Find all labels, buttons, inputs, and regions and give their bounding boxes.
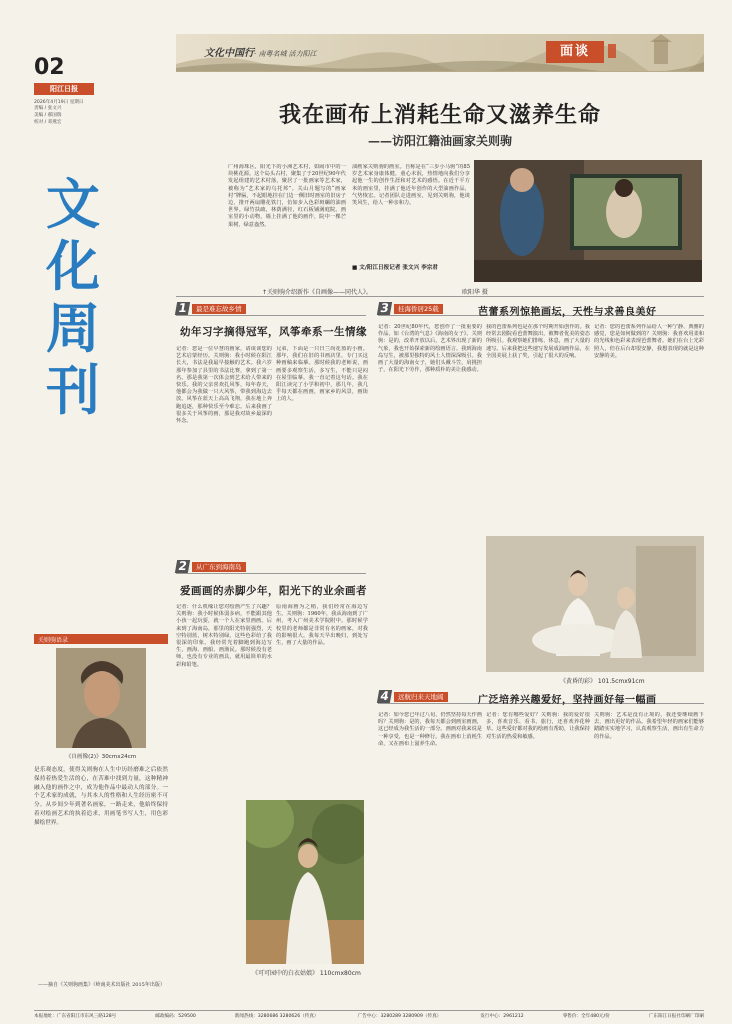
section-2-col-2: 原南海画为之稍，我们经常在海边写生。关则驹：1960年，我从海南到了广州，考入广州美术学院附中。那时候学校里的老师都是非常有名的画家，对我的影响很大。我每天早出晚归，到处写生，画了大量的作品。 [276,604,368,647]
photo-caption: ↑关则驹介绍新作《自画像——同代人》。 [262,289,373,296]
column-badge [546,41,604,63]
sidebar-caption: 《自画像(2)》30cmx24cm [65,754,137,760]
photo-credit: 欧阳华 摄 [462,289,488,296]
section-2-tag: 从广东到海南岛 [192,562,246,572]
figure-1-caption: 《可可园中的白衣姑娘》 110cmx80cm [252,970,361,977]
painting-ballet-dancers [486,536,704,672]
section-4-tag: 远航归来天地阔 [394,692,448,702]
painting-figure-1 [246,800,364,964]
section-1-header [176,302,366,316]
subheadline: ——访阳江籍油画家关则驹 [367,134,512,148]
photo-artist-studio [474,160,702,282]
section-3-tag: 桂海侨居25载 [394,304,443,314]
sidebar-label-text: 关则驹语录 [38,637,69,644]
sidebar-quote-source: ——摘自《关则驹画集》（岭南美术出版社 2015年出版） [38,982,165,988]
painting-figure-2 [486,536,704,672]
section-title-char: 周 [46,297,100,360]
byline: ■ 文/阳江日报记者 张文兴 李宗君 [352,265,438,271]
editor-line: 责编 / 张文兴 [34,106,62,111]
self-portrait-painting [56,648,146,748]
section-3-col-1: 记者：20世纪80年代，您创作了一批重要的作品，如《台湾的气息》《海南的女子》。关则驹：是的，改革开放以后，艺术界出现了新的气象，我也开始探索新的绘画语言。我到海南岛写生，被那里独特的风土人情深深吸引。我画了大量的海南女子，她们头戴斗笠，肩挑担子，在阳光下劳作，那种质朴的美让我感动。 [378,324,482,374]
footer [34,1010,704,1019]
banner-slogan [204,44,317,59]
designer-line: 美编 / 郝国瑞 [34,113,62,118]
footer-ad-tel: 广告中心：3280289 3280909（传真） [357,1014,442,1019]
footer-issue-tel: 发行中心：2961212 [480,1014,524,1019]
section-3-title: 芭蕾系列惊艳画坛，天性与求善良美好 [478,307,657,318]
footer-postcode: 邮政编码：529500 [155,1014,196,1019]
intro-text: 广州海珠区，阳光下的小洲艺术村，如闹市中的一块桃花源。这个岛头古村，聚集了于20世纪90年代发起组建的艺术村落，聚居了一批画家等艺术家，被称为“艺术家的乌托邦”。关山月题写的“画家村”牌匾，不起眼地挂在门边一侧旧时画室的旧房子边，推开两扇雕花铁门，仿如步入色彩斑斓的油画世界。绿竹扶疏，林荫满径，红石板铺满庭院。画室里的小动物，墙上挂满了他的画作，院中一棵芒果树，绿意盎然。 [228,164,346,228]
footer-price: 零售价：全年480元/份 [562,1014,610,1019]
page-number: 02 [34,55,65,80]
column-name: 面谈 [559,44,590,59]
section-1-tag: 最是难忘故乡情 [192,304,246,314]
section-1-title: 幼年习字摘得冠军，风筝牵系一生情缘 [180,326,367,338]
section-1-number: 1 [175,302,190,315]
section-3-col-3: 记者：您的芭蕾系列作品给人一种宁静、典雅的感觉，您是如何做到的？关则驹：我喜欢用柔和的光线和色彩来表现芭蕾舞者。她们在台上光彩照人，但在后台却很安静，我想表现的就是这种安静的美。 [594,324,704,359]
painting-girl-in-white [246,800,364,964]
section-4-col-2: 记者：您有哪些爱好？关则驹：我的爱好很多，喜欢音乐、看书、旅行，还喜欢养花种草。这些爱好都对我的绘画有帮助，让我保持对生活的热爱和敏感。 [486,712,590,740]
self-portrait [56,648,146,748]
footer-news-tel: 新闻热线：3280686 3280626（传真） [234,1014,319,1019]
section-3-number: 3 [377,302,392,315]
section-3-col-2: 我的芭蕾系列也是在那个时期开始创作的。我经常去剧院看芭蕾舞演出，被舞者优美的姿态所吸引。我观察她们排练、休息，画了大量的速写。后来我把这些速写发展成油画作品，在全国美展上获了奖，引起了很大的反响。 [486,324,590,359]
section-4-title: 广泛培养兴趣爱好，坚持画好每一幅画 [478,695,657,706]
section-title-char: 刊 [46,359,100,422]
footer-printer: 广东阳江日报社印刷厂印刷 [648,1014,704,1019]
section-4-number: 4 [377,690,392,703]
proof-line: 校对 / 邓燕宏 [34,120,62,125]
masthead [34,56,116,616]
sidebar-label [34,634,168,644]
caption-divider [176,296,704,297]
section-1-col-1: 记者：您是一位早慧的画家，请谈谈您的艺术启蒙经历。关则驹：我小时候在阳江长大，书法是我最早接触的艺术。我六岁那年参加了县里的书法比赛，拿到了第一名。那是我第一次体会到艺术给人带来的快乐。我的父亲喜欢扎风筝，每年春天，他都会为我做一只大风筝，带我到海边去放。风筝在蓝天上高高飞翔，我在地上奔跑追逐，那种快乐至今难忘。后来我画了很多关于风筝的画，那是我对故乡最深的怀念。 [176,346,272,425]
headline: 我在画布上消耗生命又滋养生命 [278,102,601,128]
sidebar-quote [34,634,168,1008]
paper-name: 阳江日报 [50,84,78,93]
top-banner [176,34,704,72]
paper-logo [34,83,94,95]
section-2-number: 2 [175,560,190,573]
slogan-sub: · 南粤名城 活力阳江 [254,50,317,58]
figure-2-caption: 《黄昏的彩》 101.5cmx91cm [560,678,645,685]
section-1-col-2: 兄弟，下面是一只曰兰尚花篮的小画。那年，我们在旧的书画店里，专门买这种画稿来临摹。那时候我的老师说，画画要多观察生活，多写生，不能只是闷在屋里临摹。我一直记着这句话。我在阳江读完了小学和初中，那几年，我几乎每天都在画画，画家乡的风景，画街上的人。 [276,346,368,403]
section-title-char: 化 [46,235,100,298]
artist-photo [474,160,702,282]
slogan-main: 文化中国行 [204,48,254,59]
footer-address: 本报地址：广东省阳江市东风三路128号 [34,1014,117,1019]
section-2-header [176,560,366,574]
issue-date: 2026年4月19日 星期日 [34,100,84,105]
section-2-title: 爱画画的赤脚少年，阳光下的业余画者 [180,585,367,597]
section-title-char: 文 [46,173,100,236]
sidebar-quote-text: 是乐观态度，使得关则驹在人生中历经磨难之后依然保持着热爱生活的心，在苦难中找到力量，这种精神融入他的画作之中，成为他作品中最动人的部分。一个艺术家的成就，与其本人的性格和人生经历密不可分。从乡间少年到著名画家，一路走来，他始终保持着对绘画艺术的执着追求，用画笔书写人生，用色彩描绘世界。 [34,767,168,826]
section-2-col-1: 记者：什么机缘让您对绘画产生了兴趣？关则驹：我小时候体弱多病，不能跟其他小孩一起玩耍，就一个人在家里画画。后来到了海南岛，那里的阳光特别强烈，天空特别蓝，树木特别绿，这些色彩给了我很深的印象。我经常光着脚跑到海边写生，画海、画船、画渔民。那时候没有老师，也没有专业的画具，就用最简单的水彩和铅笔。 [176,604,272,668]
section-4-col-3: 关则驹：艺术是没有止境的，我还要继续画下去，画出更好的作品。我希望年轻的画家们能够踏踏实实地学习，认真观察生活，画出有生命力的作品。 [594,712,704,740]
section-title [38,174,108,422]
seal-stamp [608,44,616,58]
section-4-col-1: 记者：如今您已年过八旬，仍然坚持每天作画吗？关则驹：是的，我每天都会到画室画画，这已经成为我生活的一部分。画画对我来说是一种享受，也是一种修行。我在画布上消耗生命，又在画布上滋养生命。 [378,712,482,747]
intro-text-2: 油画家关则驹的画室。自称是在“三步小马驹”的85岁艺术家身康体健，童心未泯，热情地向我们分享起他一生的创作生涯和对艺术的感悟。在近千平方米的画室里，挂满了他近年创作的大型油画作品，气势恢宏。记者团队走进画室，见到关则驹，他谈笑风生，给人一种亲和力。 [352,164,470,207]
